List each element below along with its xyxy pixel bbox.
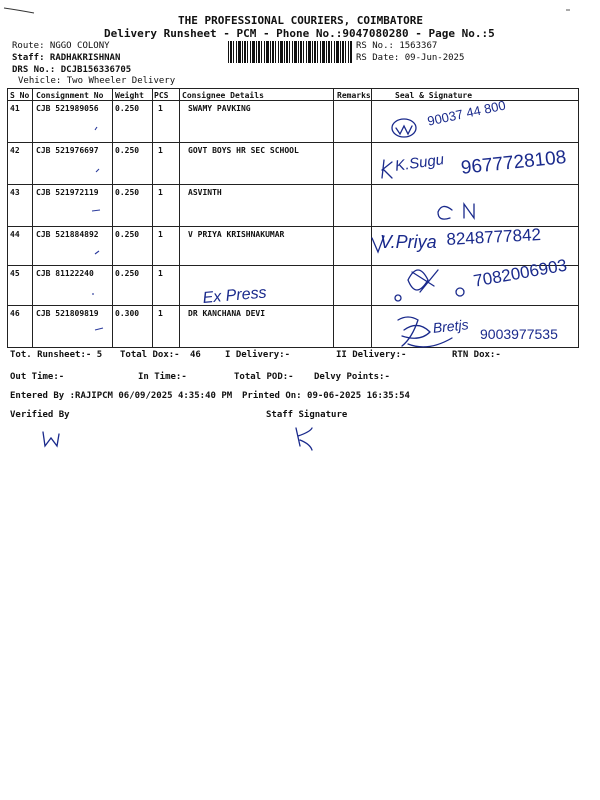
col-pcs: PCS <box>154 91 169 100</box>
out-time: Out Time:- <box>10 372 65 382</box>
row-sno: 45 <box>10 269 20 278</box>
row46-signature-name: Bretjs <box>432 316 470 336</box>
row-pcs: 1 <box>158 188 163 197</box>
col-consignment: Consignment No <box>36 91 104 100</box>
row-pcs: 1 <box>158 269 163 278</box>
staff: Staff: RADHAKRISHNAN <box>12 53 121 63</box>
row-consignment: CJB 521989056 <box>36 104 99 113</box>
col-remarks: Remarks <box>337 91 371 100</box>
row44-phone: 8248777842 <box>446 225 542 249</box>
row-pcs: 1 <box>158 104 163 113</box>
runsheet-table <box>7 88 579 348</box>
row-sno: 42 <box>10 146 20 155</box>
row-weight: 0.300 <box>115 309 140 318</box>
row-pcs: 1 <box>158 230 163 239</box>
col-sno: S No <box>10 91 30 100</box>
rs-date: RS Date: 09-Jun-2025 <box>356 53 465 63</box>
drs-number: DRS No.: DCJB156336705 <box>12 65 132 75</box>
row-consignment: CJB 81122240 <box>36 269 94 278</box>
row-consignment: CJB 521972119 <box>36 188 99 197</box>
row42-phone: 9677728108 <box>460 146 568 179</box>
row-consignee: GOVT BOYS HR SEC SCHOOL <box>188 146 299 155</box>
row46-phone: 9003977535 <box>480 326 558 342</box>
route: Route: NGGO COLONY <box>12 41 110 51</box>
staff-signature: Staff Signature <box>266 410 348 420</box>
row-consignment: CJB 521809819 <box>36 309 99 318</box>
ii-delivery: II Delivery:- <box>336 350 407 360</box>
barcode <box>228 41 352 63</box>
rs-number: RS No.: 1563367 <box>356 41 438 51</box>
row-pcs: 1 <box>158 309 163 318</box>
row-consignee: DR KANCHANA DEVI <box>188 309 266 318</box>
row-weight: 0.250 <box>115 188 140 197</box>
total-dox-label: Total Dox:- <box>120 350 180 360</box>
row-consignment: CJB 521976697 <box>36 146 99 155</box>
row-consignee: V PRIYA KRISHNAKUMAR <box>188 230 285 239</box>
col-consignee: Consignee Details <box>182 91 264 100</box>
row-weight: 0.250 <box>115 146 140 155</box>
i-delivery: I Delivery:- <box>225 350 291 360</box>
tot-runsheet: Tot. Runsheet:- 5 <box>10 350 103 360</box>
rtn-dox: RTN Dox:- <box>452 350 501 360</box>
col-weight: Weight <box>115 91 144 100</box>
total-dox-value: 46 <box>190 350 201 360</box>
runsheet-title: Delivery Runsheet - PCM - Phone No.:9047080280 - Page No.:5 <box>104 27 495 40</box>
row-consignee: ASVINTH <box>188 188 222 197</box>
delvy-points: Delvy Points:- <box>314 372 390 382</box>
row-weight: 0.250 <box>115 269 140 278</box>
entered-by: Entered By :RAJIPCM 06/09/2025 4:35:40 PM <box>10 391 233 401</box>
row-weight: 0.250 <box>115 104 140 113</box>
row44-signature-name: V.Priya <box>380 232 437 252</box>
row41-phone: 90037 44 800 <box>426 97 507 129</box>
total-pod: Total POD:- <box>234 372 294 382</box>
row-sno: 44 <box>10 230 20 239</box>
col-seal-signature: Seal & Signature <box>395 91 473 100</box>
vehicle: Vehicle: Two Wheeler Delivery <box>18 76 176 86</box>
row-sno: 43 <box>10 188 20 197</box>
row42-signature-name: K.Sugu <box>394 151 446 175</box>
printed-on: Printed On: 09-06-2025 16:35:54 <box>242 391 410 401</box>
verified-by: Verified By <box>10 410 70 420</box>
row-consignee: SWAMY PAVKING <box>188 104 251 113</box>
row-weight: 0.250 <box>115 230 140 239</box>
row-pcs: 1 <box>158 146 163 155</box>
row-sno: 46 <box>10 309 20 318</box>
row-consignment: CJB 521884892 <box>36 230 99 239</box>
row-sno: 41 <box>10 104 20 113</box>
row45-phone: 7082006903 <box>472 255 569 291</box>
consignee-note: Ex Press <box>202 284 268 307</box>
company-name: THE PROFESSIONAL COURIERS, COIMBATORE <box>178 14 424 27</box>
in-time: In Time:- <box>138 372 187 382</box>
